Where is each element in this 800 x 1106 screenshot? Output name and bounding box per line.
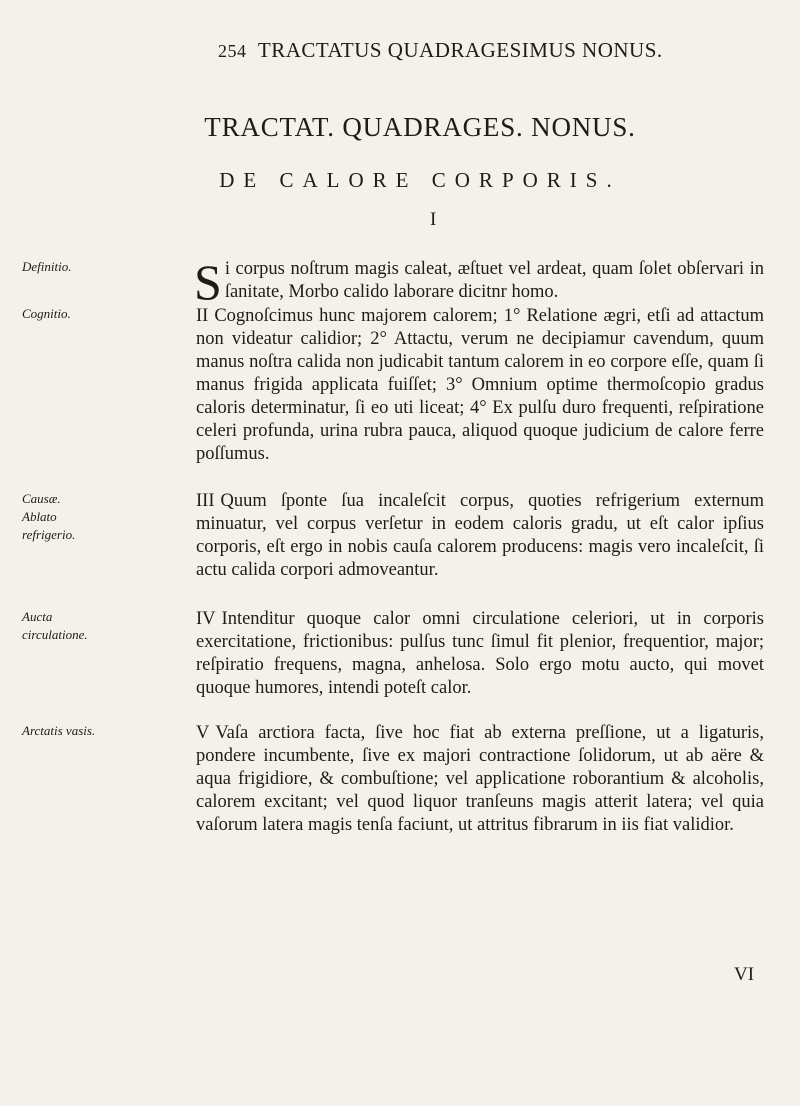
paragraph-5 xyxy=(196,722,764,837)
paragraph-1 xyxy=(194,254,764,310)
paragraph-4 xyxy=(196,608,764,700)
paragraph-4-number: IV xyxy=(196,609,216,629)
paragraph-3-text: Quum ſponte ſua incaleſcit corpus, quoties refrigerium externum minuatur, vel corpus verſetur in eodem caloris gradu, ut eſt calor ipſius corporis, eſt ergo in nobis cauſa calorem producens: magis vero incaleſcit, ſi actu calida corpori admoveantur. xyxy=(196,491,764,580)
treatise-title-text: TRACTAT. QUADRAGES. NONUS. xyxy=(204,112,636,142)
paragraph-2-text: Cognoſcimus hunc majorem calorem; 1° Relatione ægri, etſi ad attactum non videatur calidior; 2° Attactu, verum ne decipiamur cavendum, quum manus noſtra calida non judicabit tantum calorem in eo corpore eſſe, quam ſi manus frigida applicata fuiſſet; 3° Omnium optime thermoſcopio gradus caloris determinatur, ſi eo uti liceat; 4° Ex pulſu duro frequenti, reſpiratione celeri profunda, urina rubra pauca, aliquod quoque judicium de calore ferre poſſumus. xyxy=(196,306,764,464)
section-number: I xyxy=(430,209,437,230)
margin-note-definitio: Definitio. xyxy=(22,259,72,274)
paragraph-4-text: Intenditur quoque calor omni circulatione celeriori, ut in corporis exercitatione, frictionibus: pulſus tunc ſimul fit plenior, frequentior, major; reſpiratio frequens, magna, anhelosa. Solo ergo motu aucto, qui movet quoque humores, intendi poteſt calor. xyxy=(196,609,764,698)
margin-note-aucta-circulatione: Aucta circulatione. xyxy=(22,609,88,642)
paragraph-3 xyxy=(196,490,764,582)
treatise-title xyxy=(0,112,800,143)
treatise-subtitle-text: DE CALORE CORPORIS. xyxy=(219,168,621,192)
paragraph-1-text: i corpus noſtrum magis caleat, æſtuet vel ardeat, quam ſolet obſervari in ſanitate, Morbo calido laborare dicitnr homo. xyxy=(224,259,764,302)
paragraph-5-text: Vaſa arctiora facta, ſive hoc fiat ab externa preſſione, ut a ligaturis, pondere incumbente, ſive ex majori contractione ſolidorum, ut ab aëre & aqua frigidiore, & combuſtione; vel applicatione roborantium & alcoholis, calorem excitant; vel quod liquor tranſeuns magis atterit latera; vel quia vaſorum latera magis tenſa faciunt, ut attritus fibrarum in iis fiat validior. xyxy=(196,723,764,835)
running-header xyxy=(218,38,663,63)
margin-note-causae: Causæ. Ablato refrigerio. xyxy=(22,491,76,542)
margin-note-cognitio: Cognitio. xyxy=(22,306,71,321)
catchword: VI xyxy=(734,964,755,985)
paragraph-5-number: V xyxy=(196,723,210,743)
paragraph-2-number: II xyxy=(196,306,209,326)
running-title: TRACTATUS QUADRAGESIMUS NONUS. xyxy=(257,38,663,62)
page-number: 254 xyxy=(218,41,247,61)
margin-note-arctatis-vasis: Arctatis vasis. xyxy=(22,723,96,738)
treatise-subtitle xyxy=(0,168,800,193)
paragraph-2 xyxy=(196,305,764,466)
paragraph-3-number: III xyxy=(196,491,215,511)
drop-cap: S xyxy=(194,254,222,310)
